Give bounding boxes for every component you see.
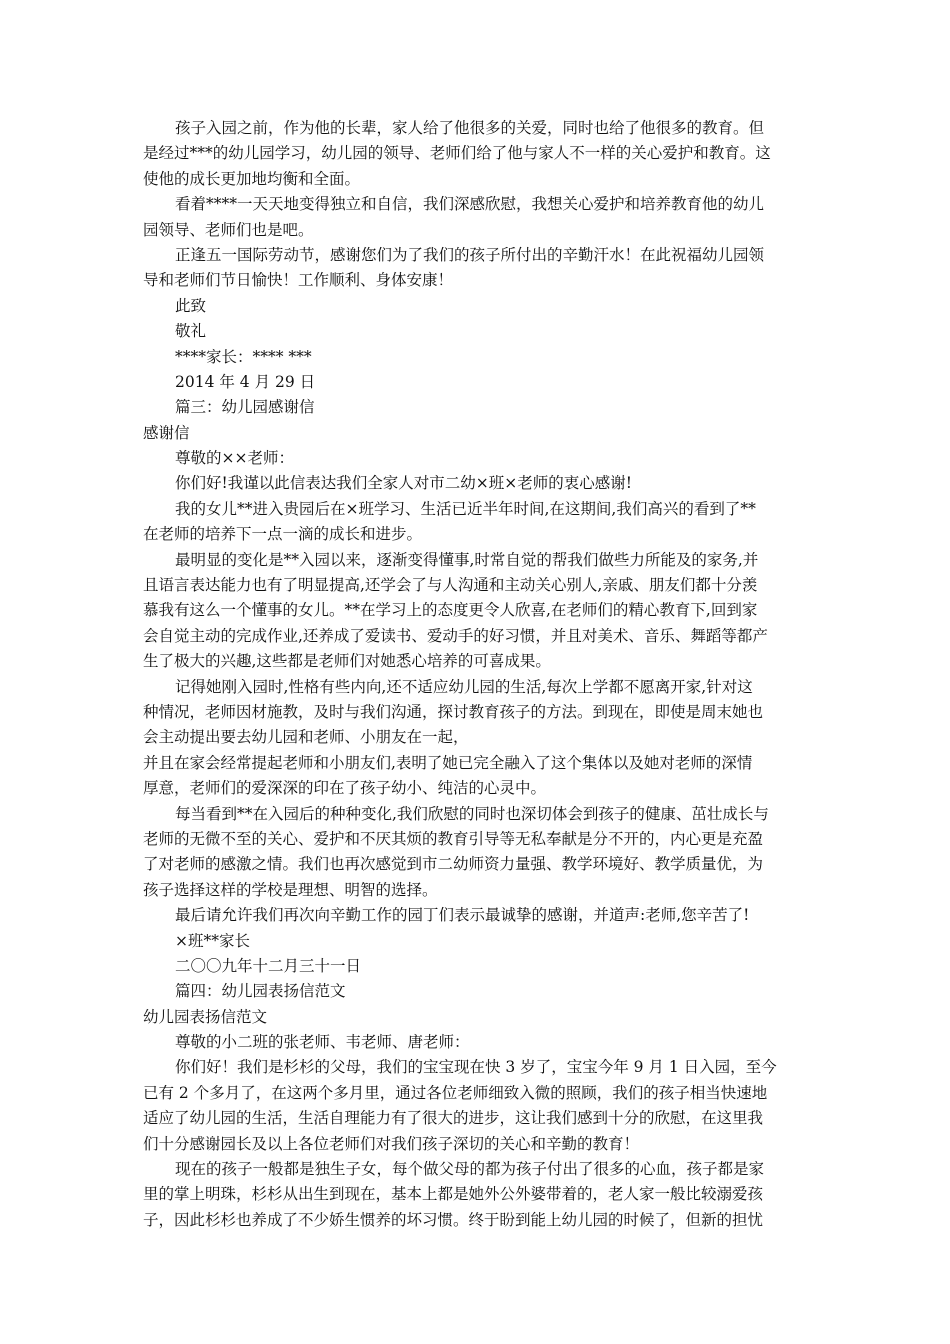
text-line: 已有 2 个多月了，在这两个多月里，通过各位老师细致入微的照顾，我们的孩子相当快速地 <box>143 1083 768 1102</box>
text-line: 是经过***的幼儿园学习，幼儿园的领导、老师们给了他与家人不一样的关心爱护和教育。这 <box>143 144 771 163</box>
text-line: 现在的孩子一般都是独生子女，每个做父母的都为孩子付出了很多的心血，孩子都是家 <box>175 1160 765 1179</box>
text-line: 正逢五一国际劳动节，感谢您们为了我们的孩子所付出的辛勤汗水！在此祝福幼儿园领 <box>175 245 765 264</box>
text-line: 二〇〇九年十二月三十一日 <box>175 956 362 975</box>
document-body <box>143 116 823 1233</box>
text-line: 最明显的变化是**入园以来，逐渐变得懂事,时常自觉的帮我们做些力所能及的家务,并 <box>175 550 759 569</box>
text-line: 导和老师们节日愉快！工作顺利、身体安康！ <box>143 271 454 290</box>
text-line: 尊敬的小二班的张老师、韦老师、唐老师： <box>175 1033 470 1052</box>
text-line: 最后请允许我们再次向辛勤工作的园丁们表示最诚挚的感谢，并道声:老师,您辛苦了! <box>175 906 750 925</box>
text-line: ×班**家长 <box>175 931 250 950</box>
text-line: 使他的成长更加地均衡和全面。 <box>143 169 361 188</box>
text-line: 了对老师的感激之情。我们也再次感觉到市二幼师资力量强、教学环境好、教学质量优，为 <box>143 855 764 874</box>
text-line: 在老师的培养下一点一滴的成长和进步。 <box>143 525 423 544</box>
text-line: 会主动提出要去幼儿园和老师、小朋友在一起， <box>143 728 469 747</box>
text-line: 你们好！我们是杉杉的父母，我们的宝宝现在快 3 岁了，宝宝今年 9 月 1 日入园，至今 <box>175 1058 777 1077</box>
text-line: 此致 <box>175 296 207 315</box>
text-line: 篇四：幼儿园表扬信范文 <box>175 982 346 1001</box>
text-line: 园领导、老师们也是吧。 <box>143 220 314 239</box>
text-line: 并且在家会经常提起老师和小朋友们,表明了她已完全融入了这个集体以及她对老师的深情 <box>143 753 753 772</box>
text-line: ****家长：**** *** <box>175 347 312 366</box>
text-line: 会自觉主动的完成作业,还养成了爱读书、爱动手的好习惯，并且对美术、音乐、舞蹈等都产 <box>143 626 768 645</box>
text-line: 厚意，老师们的爱深深的印在了孩子幼小、纯洁的心灵中。 <box>143 779 547 798</box>
text-line: 看着****一天天地变得独立和自信，我们深感欣慰，我想关心爱护和培养教育他的幼儿 <box>175 195 765 214</box>
text-line: 孩子选择这样的学校是理想、明智的选择。 <box>143 880 438 899</box>
text-line: 们十分感谢园长及以上各位老师们对我们孩子深切的关心和辛勤的教育！ <box>143 1134 640 1153</box>
text-line: 种情况，老师因材施教，及时与我们沟通，探讨教育孩子的方法。到现在，即使是周末她也 <box>143 702 764 721</box>
text-line: 子，因此杉杉也养成了不少娇生惯养的坏习惯。终于盼到能上幼儿园的时候了，但新的担忧 <box>143 1210 764 1229</box>
text-line: 篇三：幼儿园感谢信 <box>175 398 315 417</box>
text-line: 你们好!我谨以此信表达我们全家人对市二幼×班×老师的衷心感谢! <box>175 474 632 493</box>
text-line: 生了极大的兴趣,这些都是老师们对她悉心培养的可喜成果。 <box>143 652 551 671</box>
text-line: 记得她刚入园时,性格有些内向,还不适应幼儿园的生活,每次上学都不愿离开家,针对这 <box>175 677 753 696</box>
text-line: 敬礼 <box>175 322 207 341</box>
text-line: 里的掌上明珠，杉杉从出生到现在，基本上都是她外公外婆带着的，老人家一般比较溺爱孩 <box>143 1185 764 1204</box>
text-line: 老师的无微不至的关心、爱护和不厌其烦的教育引导等无私奉献是分不开的，内心更是充盈 <box>143 829 764 848</box>
text-line: 每当看到**在入园后的种种变化,我们欣慰的同时也深切体会到孩子的健康、茁壮成长与 <box>175 804 769 823</box>
text-line: 孩子入园之前，作为他的长辈，家人给了他很多的关爱，同时也给了他很多的教育。但 <box>175 119 765 137</box>
text-line: 幼儿园表扬信范文 <box>143 1007 268 1026</box>
text-line: 感谢信 <box>143 423 190 442</box>
text-line: 适应了幼儿园的生活，生活自理能力有了很大的进步，这让我们感到十分的欣慰，在这里我 <box>143 1109 764 1128</box>
text-line: 慕我有这么一个懂事的女儿。**在学习上的态度更令人欣喜,在老师们的精心教育下,回到家 <box>143 601 758 620</box>
text-line: 2014 年 4 月 29 日 <box>175 372 316 391</box>
text-line: 尊敬的××老师： <box>175 449 294 468</box>
text-line: 我的女儿**进入贵园后在×班学习、生活已近半年时间,在这期间,我们高兴的看到了** <box>175 499 756 518</box>
text-line: 且语言表达能力也有了明显提高,还学会了与人沟通和主动关心别人,亲戚、朋友们都十分羡 <box>143 576 758 595</box>
